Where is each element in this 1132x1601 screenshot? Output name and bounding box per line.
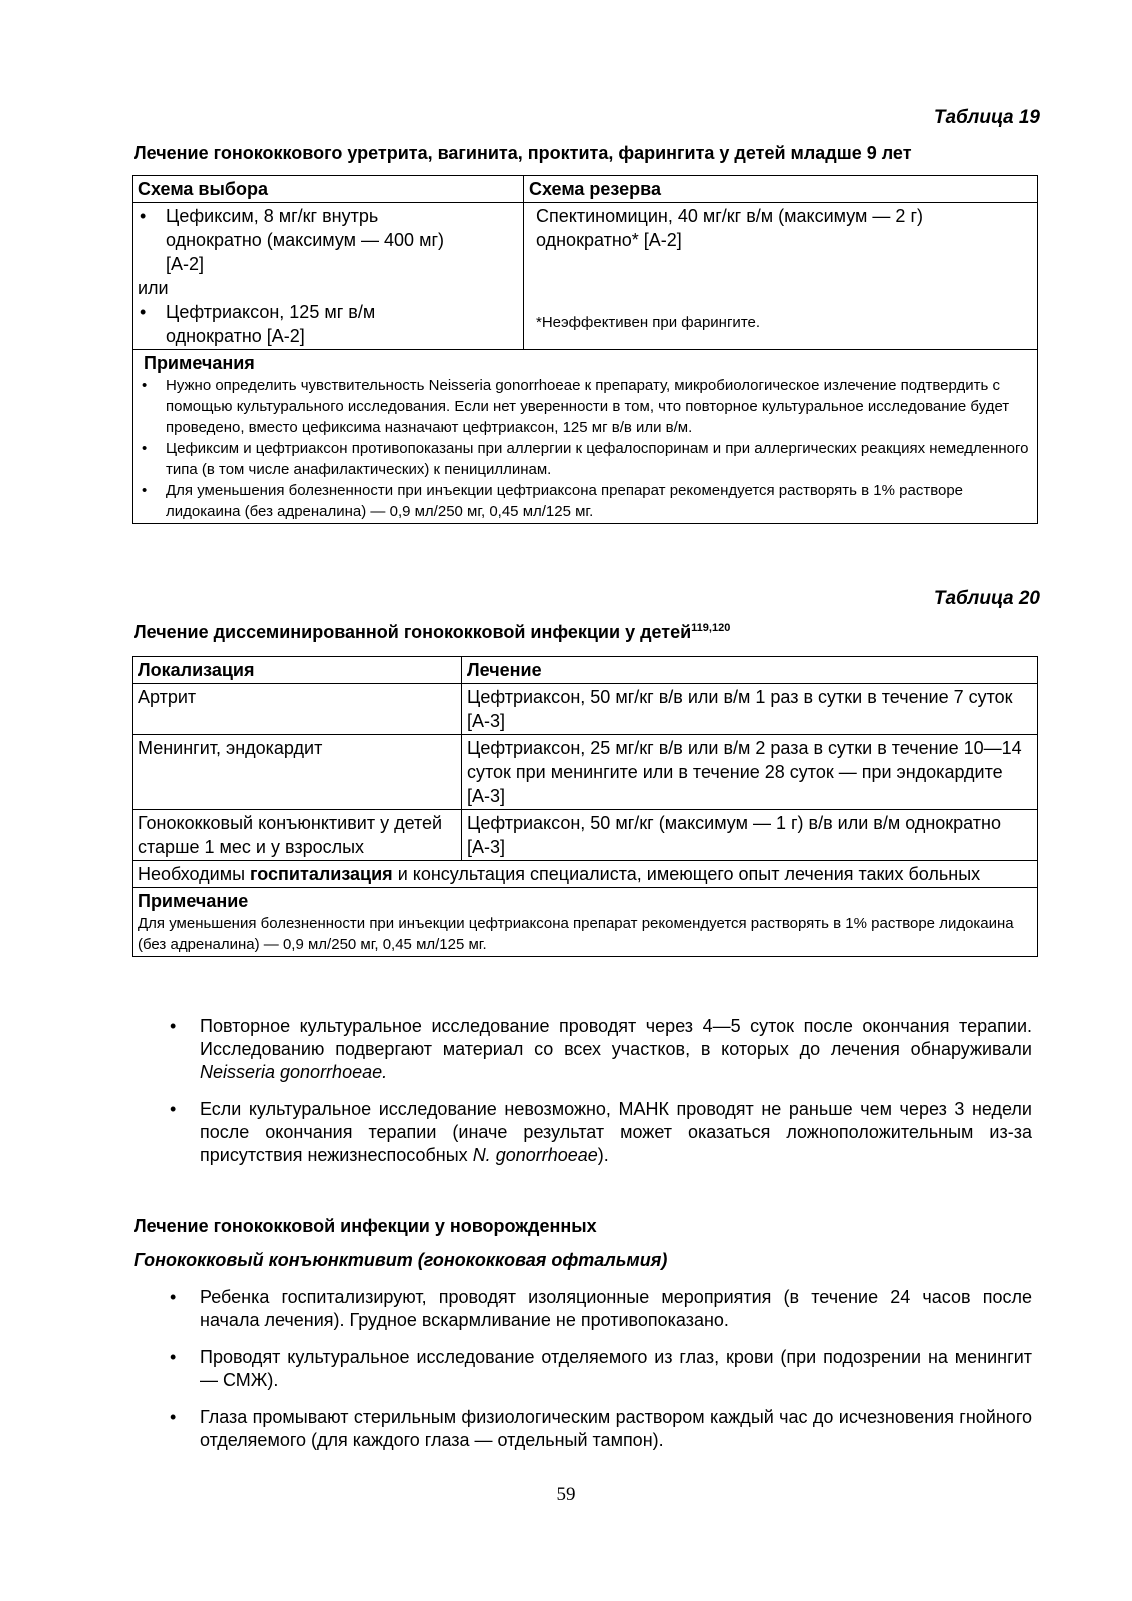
b1-italic: Neisseria gonorrhoeae. <box>200 1062 388 1082</box>
follow-up-list <box>172 1015 1032 1181</box>
reserve-line2: однократно* [А-2] <box>536 230 682 250</box>
hosp-post: и консультация специалиста, имеющего опыт лечения таких больных <box>397 864 981 884</box>
table20-hospitalization <box>133 861 1038 888</box>
choice2-line2: однократно [А-2] <box>166 326 305 346</box>
table20-title <box>134 622 730 643</box>
table19-note-item: • Цефиксим и цефтриаксон противопоказаны при аллергии к цефалоспоринам и при аллергических реакциях немедленного типа (в том числе анафилактических) к пенициллинам. <box>138 438 1032 480</box>
table19-note-item: • Нужно определить чувствительность Neisseria gonorrhoeae к препарату, микробиологическое излечение подтвердить с помощью культурального исследования. Если нет уверенности в том, что повторное культуральное исследование будет проведено, вместо цефиксима назначают цефтриаксон, 125 мг в/в или в/м. <box>138 375 1032 438</box>
b1-text: Повторное культуральное исследование проводят через 4—5 суток после окончания терапии. Исследованию подвергают материал со всех участков, в которых до лечения обнаруживали <box>200 1016 1032 1059</box>
table19-notes-cell <box>133 350 1038 524</box>
list-item <box>172 1015 1032 1084</box>
table-row <box>133 684 1038 735</box>
table-row <box>133 735 1038 810</box>
table19-col1-header: Схема выбора <box>133 176 524 203</box>
table20-col2-header: Лечение <box>462 657 1038 684</box>
choice2-line1: • Цефтриаксон, 125 мг в/м <box>166 302 376 322</box>
table20-title-text: Лечение диссеминированной гонококковой инфекции у детей <box>134 622 692 642</box>
list-item: • Ребенка госпитализируют, проводят изоляционные мероприятия (в течение 24 часов после начала лечения). Грудное вскармливание не противопоказано. <box>172 1286 1032 1332</box>
table20-site: Артрит <box>133 684 462 735</box>
table19-choice-item <box>138 300 518 348</box>
table19-title: Лечение гонококкового уретрита, вагинита, проктита, фарингита у детей младше 9 лет <box>134 143 912 163</box>
list-item: • Проводят культуральное исследование отделяемого из глаз, крови (при подозрении на менингит — СМЖ). <box>172 1346 1032 1392</box>
table19-choice-item <box>138 204 518 276</box>
b2-italic: N. gonorrhoeae <box>472 1145 598 1165</box>
table19-choice-cell <box>133 203 524 350</box>
choice1-line1: • Цефиксим, 8 мг/кг внутрь <box>166 206 379 226</box>
table19 <box>132 175 1038 524</box>
table20-note: Для уменьшения болезненности при инъекции цефтриаксона препарат рекомендуется растворять в 1% растворе лидокаина (без адреналина) — 0,9 мл/250 мг, 0,45 мл/125 мг. <box>138 915 1014 953</box>
table20-note-cell <box>133 888 1038 957</box>
table19-or: или <box>138 278 169 298</box>
table19-reserve-cell <box>524 203 1038 350</box>
table20-note-header: Примечание <box>138 891 249 911</box>
table19-reserve-note: *Неэффективен при фарингите. <box>536 314 761 331</box>
table-row <box>133 810 1038 861</box>
table19-col2-header: Схема резерва <box>524 176 1038 203</box>
newborn-list <box>172 1286 1032 1466</box>
table19-notes-header: Примечания <box>144 353 255 373</box>
table20-col1-header: Локализация <box>133 657 462 684</box>
table20 <box>132 656 1038 957</box>
table19-note-item: • Для уменьшения болезненности при инъекции цефтриаксона препарат рекомендуется растворять в 1% растворе лидокаина (без адреналина) — 0,9 мл/250 мг, 0,45 мл/125 мг. <box>138 480 1032 522</box>
table20-site: Менингит, эндокардит <box>133 735 462 810</box>
table20-treatment: Цефтриаксон, 25 мг/кг в/в или в/м 2 раза в сутки в течение 10—14 суток при менингите или в течение 28 суток — при эндокардите [А-3] <box>462 735 1038 810</box>
choice1-line2: однократно (максимум — 400 мг) <box>166 230 444 250</box>
hosp-pre: Необходимы <box>138 864 246 884</box>
b2-text: Если культуральное исследование невозможно, МАНК проводят не раньше чем через 3 недели после окончания терапии (иначе результат может оказаться ложноположительным из-за присутствия нежизнеспособных <box>200 1099 1032 1165</box>
reserve-line1: Спектиномицин, 40 мг/кг в/м (максимум — 2 г) <box>536 206 923 226</box>
list-item: • Глаза промывают стерильным физиологическим раствором каждый час до исчезновения гнойного отделяемого (для каждого глаза — отдельный тампон). <box>172 1406 1032 1452</box>
hosp-bold: госпитализация <box>250 864 393 884</box>
b2-end: ). <box>597 1145 609 1165</box>
list-item <box>172 1098 1032 1167</box>
section-title: Лечение гонококковой инфекции у новорожденных <box>134 1216 597 1236</box>
table20-title-refs: 119,120 <box>691 622 731 634</box>
table20-treatment: Цефтриаксон, 50 мг/кг (максимум — 1 г) в/в или в/м однократно [А-3] <box>462 810 1038 861</box>
table19-caption: Таблица 19 <box>933 107 1040 128</box>
table20-site: Гонококковый конъюнктивит у детей старше 1 мес и у взрослых <box>133 810 462 861</box>
subsection-title: Гонококковый конъюнктивит (гонококковая офтальмия) <box>134 1250 668 1270</box>
table20-caption: Таблица 20 <box>933 588 1040 609</box>
table20-treatment: Цефтриаксон, 50 мг/кг в/в или в/м 1 раз в сутки в течение 7 суток [А-3] <box>462 684 1038 735</box>
choice1-line3: [А-2] <box>166 254 205 274</box>
page-number: 59 <box>556 1484 576 1505</box>
